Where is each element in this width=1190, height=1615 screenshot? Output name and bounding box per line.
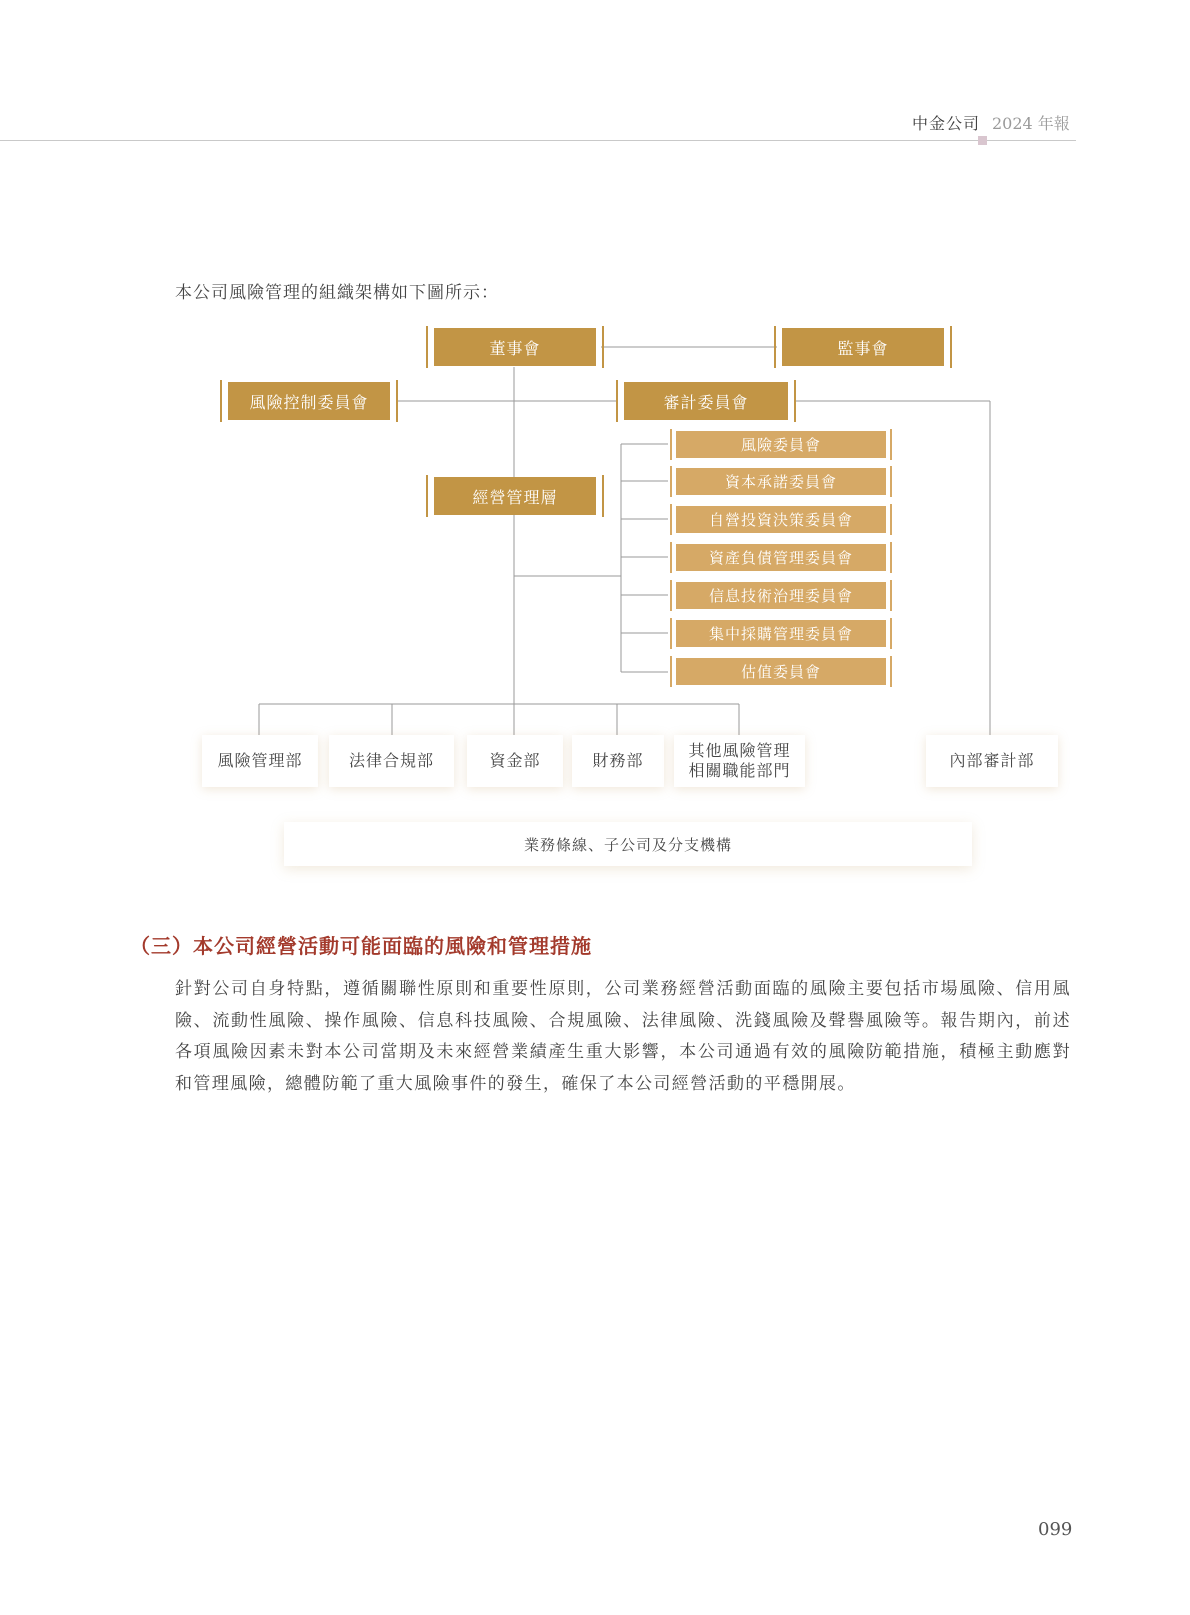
intro-text: 本公司風險管理的組織架構如下圖所示：: [175, 283, 499, 303]
sub-committee-box: 估值委員會: [676, 658, 886, 685]
audit-committee-box: 審計委員會: [624, 382, 788, 420]
header-report-year: 2024 年報: [992, 114, 1070, 133]
risk-control-committee-box: 風險控制委員會: [228, 382, 390, 420]
sub-committee-box: 資本承諾委員會: [676, 468, 886, 495]
dept-other-line2: 相關職能部門: [688, 761, 791, 780]
section-title: （三）本公司經營活動可能面臨的風險和管理措施: [130, 934, 592, 958]
board-box: 董事會: [434, 328, 596, 366]
dept-treasury: 資金部: [467, 735, 563, 787]
dept-risk-management: 風險管理部: [202, 735, 318, 787]
sub-committee-box: 自營投資決策委員會: [676, 506, 886, 533]
dept-legal-compliance: 法律合規部: [329, 735, 454, 787]
section-paragraph: 針對公司自身特點，遵循關聯性原則和重要性原則，公司業務經營活動面臨的風險主要包括市場風險、信用風險、流動性風險、操作風險、信息科技風險、合規風險、法律風險、洗錢風險及聲譽風險等。報告期內，前述各項風險因素未對本公司當期及未來經營業績產生重大影響，本公司通過有效的風險防範措施，積極主動應對和管理風險，總體防範了重大風險事件的發生，確保了本公司經營活動的平穩開展。: [175, 979, 1071, 1094]
sub-committee-box: 信息技術治理委員會: [676, 582, 886, 609]
header-company: 中金公司: [912, 114, 981, 133]
dept-other-line1: 其他風險管理: [688, 741, 791, 760]
business-lines-box: 業務條線、子公司及分支機構: [284, 822, 972, 866]
management-box: 經營管理層: [434, 477, 596, 515]
supervisors-box: 監事會: [782, 328, 944, 366]
page-number: 099: [1038, 1519, 1073, 1540]
dept-internal-audit: 內部審計部: [926, 735, 1058, 787]
sub-committee-box: 資產負債管理委員會: [676, 544, 886, 571]
dept-other-risk-functions: [674, 735, 805, 787]
sub-committee-box: 集中採購管理委員會: [676, 620, 886, 647]
sub-committee-box: 風險委員會: [676, 431, 886, 458]
dept-finance: 財務部: [572, 735, 664, 787]
